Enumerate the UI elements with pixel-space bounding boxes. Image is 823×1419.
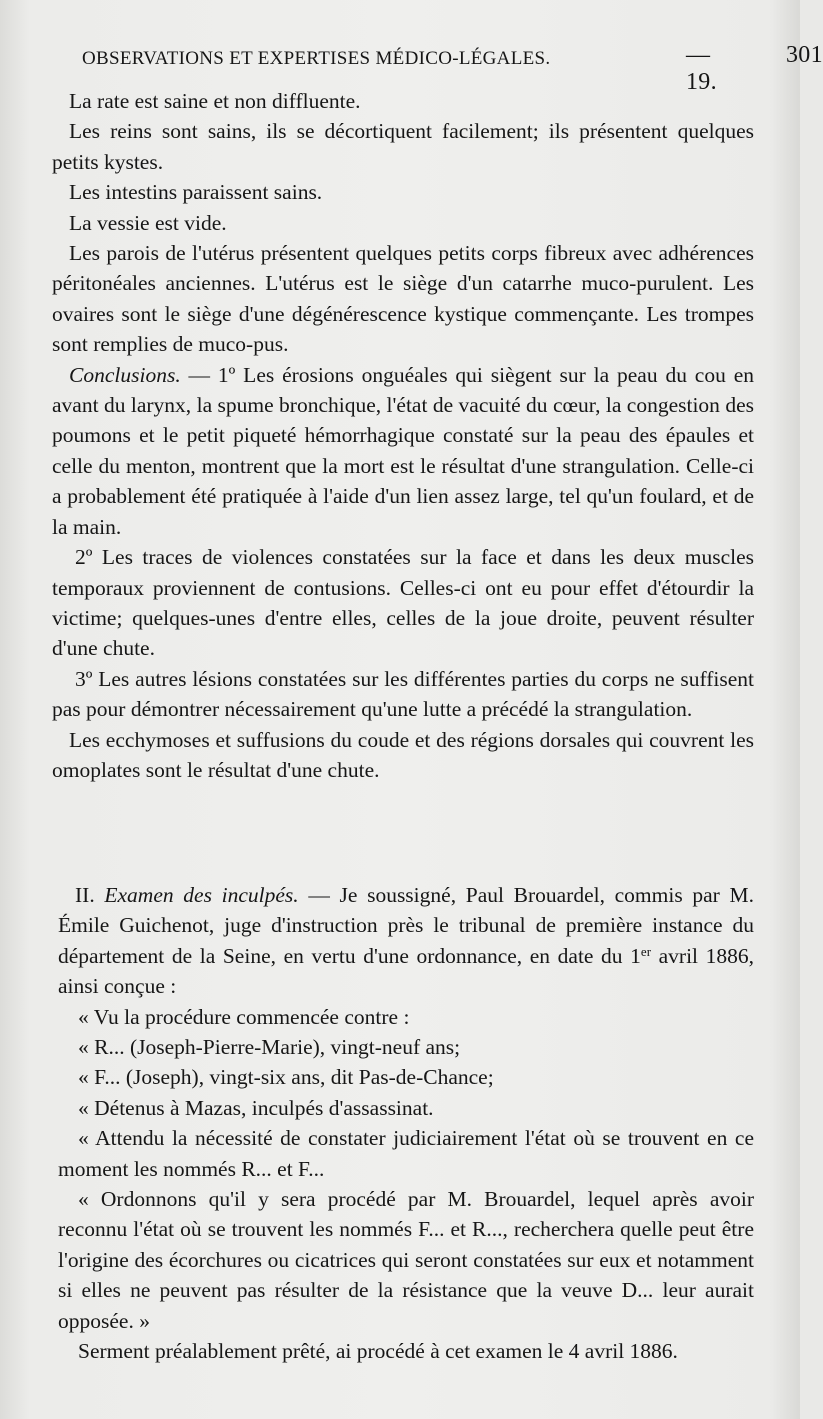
quote-line-1: « Vu la procédure commencée contre : [78, 1004, 410, 1029]
section2-title: Examen des inculpés. [104, 883, 299, 907]
section2-intro-end: avril 1886, ainsi conçue : [58, 943, 754, 999]
section-examen-inculpes [58, 880, 754, 1367]
paragraph-intestines: Les intestins paraissent sains. [69, 180, 323, 205]
conclusions-paragraph-2: 2º Les traces de violences constatées sur la face et dans les deux muscles temporaux proviennent de contusions. Celles-ci ont eu pour effet d'étourdir la victime; quelques-unes d'entre elles, celles de la joue droite, peuvent résulter d'une chute. [52, 545, 754, 661]
paragraph-spleen: La rate est saine et non diffluente. [69, 89, 361, 113]
running-title: OBSERVATIONS ET EXPERTISES MÉDICO-LÉGALES. [82, 48, 551, 69]
section2-intro [58, 880, 754, 1002]
chapter-number: — 19. [686, 42, 717, 95]
running-header [82, 40, 823, 95]
quote-line-2: « R... (Joseph-Pierre-Marie), vingt-neuf ans; [78, 1035, 461, 1060]
conclusions-label: Conclusions. [69, 362, 181, 387]
conclusions-paragraph-4: Les ecchymoses et suffusions du coude et des régions dorsales qui couvrent les omoplates sont le résultat d'une chute. [52, 727, 754, 782]
conclusions-paragraph-3: 3º Les autres lésions constatées sur les différentes parties du corps ne suffisent pas pour démontrer nécessairement qu'une lutte a précédé la strangulation. [52, 666, 754, 722]
closing-paragraph: Serment préalablement prêté, ai procédé à cet examen le 4 avril 1886. [78, 1339, 678, 1364]
conclusions-paragraph-1 [52, 360, 754, 542]
page-number: 301 [786, 42, 823, 68]
conclusions-text-1: — 1º Les érosions onguéales qui siègent sur la peau du cou en avant du larynx, la spume bronchique, l'état de vacuité du cœur, la congestion des poumons et le petit piqueté hémorrhagique constaté sur la peau des épaules et celle du menton, montrent que la mort est le résultat d'une strangulation. Celle-ci a probablement été pratiquée à l'aide d'un lien assez large, tel qu'un foulard, et de la main. [52, 362, 754, 539]
quote-line-3: « F... (Joseph), vingt-six ans, dit Pas-de-Chance; [78, 1065, 494, 1090]
quote-line-6: « Ordonnons qu'il y sera procédé par M. Brouardel, lequel après avoir reconnu l'état où se trouvent les nommés F... et R..., recherchera quelle peut être l'origine des écorchures ou cicatrices qui seront constatées sur eux et notamment si elles ne peuvent pas résulter de la résistance que la veuve D... leur aurait opposée. » [58, 1187, 754, 1333]
paragraph-bladder: La vessie est vide. [69, 210, 227, 235]
section2-numeral: II. [75, 883, 105, 907]
section2-intro-text: — Je soussigné, Paul Brouardel, commis par M. Émile Guichenot, juge d'instruction près le tribunal de première instance du département de la Seine, en vertu d'une ordonnance, en date du 1 [58, 883, 755, 968]
autopsy-findings [52, 86, 754, 785]
paragraph-uterus: Les parois de l'utérus présentent quelques petits corps fibreux avec adhérences péritonéales anciennes. L'utérus est le siège d'un catarrhe muco-purulent. Les ovaires sont le siège d'une dégénérescence kystique commençante. Les trompes sont remplies de muco-pus. [52, 241, 754, 357]
section2-intro-sup: er [640, 943, 652, 959]
paragraph-kidneys: Les reins sont sains, ils se décortiquent facilement; ils présentent quelques petits kystes. [52, 119, 754, 174]
quote-line-5: « Attendu la nécessité de constater judiciairement l'état où se trouvent en ce moment les nommés R... et F... [58, 1126, 754, 1181]
quote-line-4: « Détenus à Mazas, inculpés d'assassinat. [78, 1095, 434, 1120]
